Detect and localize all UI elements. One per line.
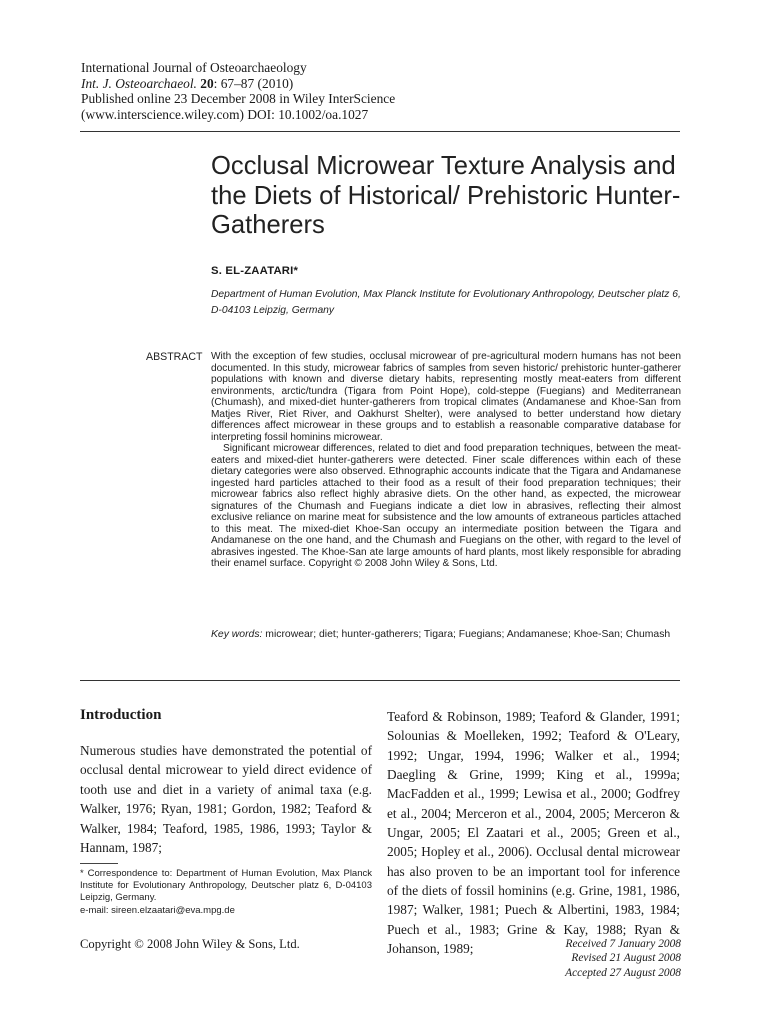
journal-citation — [81, 76, 395, 92]
header-divider — [80, 131, 680, 132]
copyright-notice: Copyright © 2008 John Wiley & Sons, Ltd. — [80, 937, 300, 951]
correspondence-email: e-mail: sireen.elzaatari@eva.mpg.de — [80, 904, 235, 916]
published-online: Published online 23 December 2008 in Wiley InterScience — [81, 91, 396, 106]
abstract-paragraph-2: Significant microwear differences, related to diet and food preparation techniques, between the meat-eaters and mixed-diet hunter-gatherers were detected. Finer scale differences within each of these dietary categories were also observed. Ethnographic accounts indicate that the Tigara and Andamanese ingested hard particles attached to their food as a result of their food preparation techniques; their microwear fabrics also reflect highly abrasive diets. On the other hand, as expected, the microwear signatures of the Chumash and Fuegians indicate a diet low in abrasives, reflecting their almost exclusive reliance on marine meat for subsistence and the low amounts of extraneous particles attached to this meat. The mixed-diet Khoe-San occupy an intermediate position between the Tigara and Andamanese on the one hand, and the Chumash and Fuegians on the other, with regard to the level of abrasives ingested. The Khoe-San ate large amounts of hard plants, most likely responsible for abrading their enamel surface. Copyright © 2008 John Wiley & Sons, Ltd. — [211, 443, 681, 570]
received-date: Received 7 January 2008 — [565, 938, 681, 950]
introduction-text-left: Numerous studies have demonstrated the potential of occlusal dental microwear to yield direct evidence of tooth use and diet in a variety of animal taxa (e.g. Walker, 1976; Ryan, 1981; Gordon, 1982; Teaford & Walker, 1984; Teaford, 1985, 1986, 1993; Taylor & Hannam, 1987; — [80, 743, 372, 856]
author-name: S. EL-ZAATARI* — [211, 265, 299, 277]
accepted-date: Accepted 27 August 2008 — [565, 966, 681, 979]
keywords-label: Key words: — [211, 629, 263, 640]
keywords-list: microwear; diet; hunter-gatherers; Tigara; Fuegians; Andamanese; Khoe-San; Chumash — [265, 629, 671, 640]
abstract-body — [211, 351, 681, 570]
journal-name: International Journal of Osteoarchaeology — [81, 60, 307, 75]
abstract-paragraph-1: With the exception of few studies, occlusal microwear of pre-agricultural modern humans has not been documented. In this study, microwear fabrics of samples from seven historic/ prehistoric hunter-gatherer populations with known and diverse dietary habits, representing mostly meat-eaters from different environments, arctic/tundra (Tigara from Point Hope), cold-steppe (Fuegians) and Mediterranean (Chumash), and mixed-diet hunter-gatherers from tropical climates (Andamanese and Khoe-San from Matjes River, Riet River, and Oakhurst Shelter), were analysed to better understand how dietary differences affect microwear in these groups and to establish a reasonable comparative database for interpreting fossil hominins microwear. — [211, 351, 681, 443]
correspondence-address: * Correspondence to: Department of Human Evolution, Max Planck Institute for Evolutionary Anthropology, Deutscher platz 6, D-04103 Leipzig, Germany. — [80, 868, 372, 904]
pages-year: : 67–87 (2010) — [213, 75, 294, 91]
keywords — [211, 626, 681, 643]
journal-header — [81, 60, 395, 122]
section-divider — [80, 680, 680, 681]
author-affiliation: Department of Human Evolution, Max Planck Institute for Evolutionary Anthropology, Deutscher platz 6, D-04103 Leipzig, Germany — [211, 289, 681, 316]
abstract-label: ABSTRACT — [146, 351, 203, 363]
introduction-heading: Introduction — [80, 707, 162, 723]
footnote-divider — [80, 863, 118, 864]
revised-date: Revised 21 August 2008 — [571, 952, 681, 965]
volume-number: 20 — [200, 75, 214, 91]
right-column — [387, 707, 680, 958]
article-title: Occlusal Microwear Texture Analysis and the Diets of Historical/ Prehistoric Hunter-Gatherers — [211, 152, 681, 239]
left-column — [80, 741, 372, 857]
correspondence-footnote — [80, 868, 372, 917]
doi-line: (www.interscience.wiley.com) DOI: 10.1002/oa.1027 — [81, 106, 369, 122]
submission-dates — [460, 937, 681, 980]
introduction-text-right: Teaford & Robinson, 1989; Teaford & Glander, 1991; Solounias & Moelleken, 1992; Teaford & O'Leary, 1992; Ungar, 1994, 1996; Walker et al., 1994; Daegling & Grine, 1999; King et al., 1999a; MacFadden et al., 1999; Lewisa et al., 2000; Godfrey et al., 2004; Merceron et al., 2004, 2005; Merceron & Ungar, 2005; El Zaatari et al., 2005; Green et al., 2005; Hopley et al., 2006). Occlusal dental microwear has also proven to be an important tool for inference of the diets of fossil hominins (e.g. Grine, 1981, 1986, 1987; Walker, 1981; Puech & Albertini, 1983, 1984; Puech et al., 1983; Grine & Kay, 1988; Ryan & Johanson, 1989; — [387, 709, 680, 957]
citation-prefix: Int. J. Osteoarchaeol. — [81, 75, 197, 91]
